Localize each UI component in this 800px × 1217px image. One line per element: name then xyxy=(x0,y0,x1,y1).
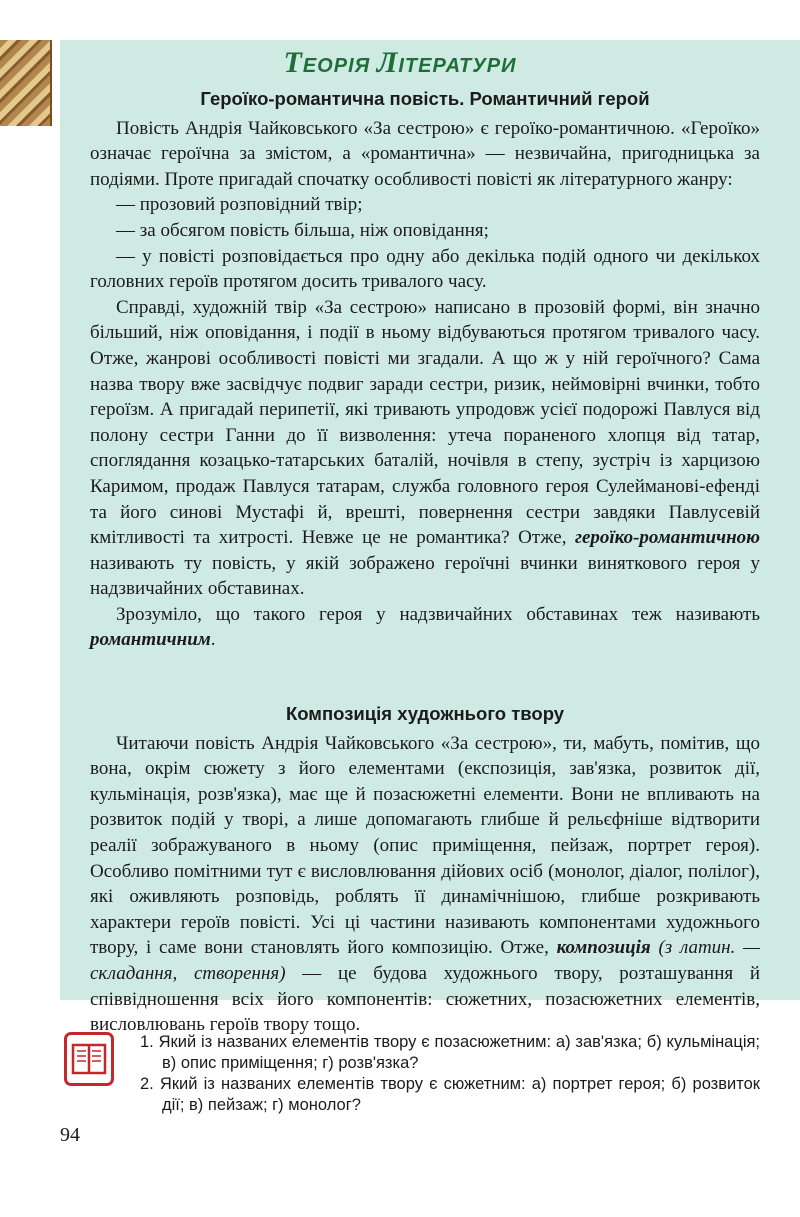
term-romantic: романтичним xyxy=(90,629,211,651)
theory-content xyxy=(90,86,760,1038)
section-heading-2: Композиція художнього твору xyxy=(285,703,565,725)
list-item: — прозовий розповідний твір; xyxy=(116,194,363,216)
question-item: 2. Який із названих елементів твору є сюжетним: а) портрет героя; б) розвиток дії; в) пейзаж; г) монолог? xyxy=(140,1075,760,1114)
page-number: 94 xyxy=(60,1124,80,1146)
page-header-title: ТЕОРІЯ ЛІТЕРАТУРИ xyxy=(283,46,517,79)
section-heading-1: Героїко-романтична повість. Романтичний герой xyxy=(200,88,650,109)
book-icon xyxy=(64,1032,114,1086)
paragraph: Читаючи повість Андрія Чайковського «За сестрою», ти, мабуть, помітив, що вона, окрім сюжету з його елементами (експозиція, зав'язка, розвиток дії, кульмінація, розв'язка), має ще й позасюжетні елементи. Вони не впливають на розвиток подій у творі, а лише допомагають глибше й рельєфніше відтворити реалії зображуваного в ньому (опис приміщення, пейзаж, портрет героя). Особливо помітними тут є висловлювання дійових осіб (монолог, діалог, полілог), які оживляють розповідь, роблять її динамічнішою, глибше розкривають характери героїв повісті. Усі ці частини називають компонентами художнього твору, і саме вони становлять його композицію. Отже, композиція (з латин. — складання, створення) — це будова художнього твору, розташування й співвідношення всіх його компонентів: сюжетних, позасюжетних елементів, висловлювань героїв твору тощо. xyxy=(90,732,761,1036)
paragraph: Повість Андрія Чайковського «За сестрою» є героїко-романтичною. «Героїко» означає героїчна за змістом, а «романтична» — незвичайна, пригодницька за подіями. Проте пригадай спочатку особливості повісті як літературного жанру: xyxy=(90,117,760,190)
term-heroic-romantic: героїко-романтичною xyxy=(574,527,760,549)
question-item: 1. Який із названих елементів твору є позасюжетним: а) зав'язка; б) кульмінація; в) опис приміщення; г) розв'язка? xyxy=(140,1033,760,1072)
paragraph: Зрозуміло, що такого героя у надзвичайних обставинах теж називають романтичним. xyxy=(90,603,760,651)
term-composition: композиція xyxy=(556,937,651,959)
list-item: — у повісті розповідається про одну або декілька подій одного чи декількох головних героїв протягом досить тривалого часу. xyxy=(90,245,760,293)
paragraph: Справді, художній твір «За сестрою» написано в прозовій формі, він значно більший, ніж оповідання, і події в ньому відбуваються протягом тривалого часу. Отже, жанрові особливості повісті ми згадали. А що ж у ній героїчного? Сама назва твору вже засвідчує подвиг заради сестри, ризик, неймовірні вчинки, тобто героїзм. А пригадай перипетії, які тривають упродовж усієї подорожі Павлуся від полону сестри Ганни до її визволення: утеча пораненого хлопця від татар, споглядання козацько-татарських баталій, ночівля в степу, зустріч із харцизою Каримом, продаж Павлуся татарам, служба головного героя Сулейманові-ефенді та його синові Мустафі й, врешті, повернення сестри завдяки Павлусевій кмітливості та хитрості. Невже це не романтика? Отже, героїко-романтичною називають ту повість, у якій зображено героїчні вчинки виняткового героя у надзвичайних обставинах. xyxy=(90,296,760,600)
questions-list xyxy=(140,1032,760,1116)
list-item: — за обсягом повість більша, ніж оповідання; xyxy=(116,219,489,241)
section-2 xyxy=(90,701,760,1038)
